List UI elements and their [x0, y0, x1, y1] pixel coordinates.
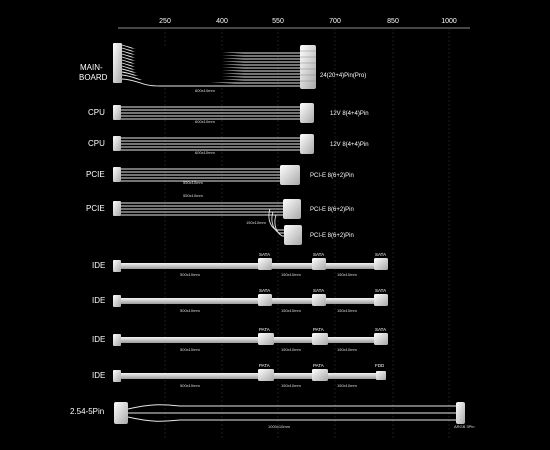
svg-text:SATA: SATA [375, 288, 387, 293]
tick-850: 850 [387, 18, 399, 25]
ide1-cable [121, 263, 386, 269]
cable-ide-4 [92, 363, 386, 388]
cable-cpu-2 [88, 134, 369, 155]
ide2-label: IDE [92, 296, 106, 305]
svg-text:SATA: SATA [259, 288, 271, 293]
argb-wires [128, 405, 458, 421]
ide2-length-2: 150x10mm [281, 308, 301, 313]
ide1-connector-1 [258, 252, 272, 270]
ide3-cable [121, 337, 386, 343]
ide1-label: IDE [92, 261, 106, 270]
pcie2-label: PCIE [86, 204, 105, 213]
ide1-connector-3 [374, 252, 388, 270]
cable-ide-1 [92, 252, 388, 277]
svg-text:SATA: SATA [375, 252, 387, 257]
tick-1000: 1000 [441, 18, 457, 25]
ide4-psu-plug [113, 370, 121, 382]
ide1-length-1: 500x10mm [180, 272, 200, 277]
cpu1-length: 600x10mm [195, 119, 215, 124]
ide1-psu-plug [113, 260, 121, 272]
ide4-label: IDE [92, 371, 106, 380]
svg-text:SATA: SATA [313, 252, 325, 257]
ide2-length-3: 150x10mm [337, 308, 357, 313]
svg-text:PATA: PATA [313, 363, 324, 368]
ide3-connector-2 [312, 327, 328, 345]
cable-ide-2 [92, 288, 388, 313]
pcie1-psu-plug [113, 167, 121, 182]
pcie2-pin-label-a: PCI-E 8(6+2)Pin [310, 207, 354, 213]
ide2-connector-2 [312, 288, 326, 306]
pcie1-pin-label: PCI-E 8(6+2)Pin [310, 173, 354, 179]
ide4-connector-3 [375, 363, 386, 380]
svg-text:SATA: SATA [259, 252, 271, 257]
cable-argb [70, 402, 474, 429]
pcie2-pin-label-b: PCI-E 8(6+2)Pin [310, 233, 354, 239]
mainboard-label-line1: MAIN- [80, 63, 103, 72]
cpu2-pin-label: 12V 8(4+4)Pin [330, 142, 369, 148]
ide4-connector-2 [312, 363, 328, 381]
argb-pin-label: ARGB 3Pin [454, 424, 475, 429]
ide4-cable [121, 373, 386, 379]
ide1-connector-2 [312, 252, 326, 270]
cable-pcie-2 [86, 193, 354, 245]
svg-text:SATA: SATA [313, 288, 325, 293]
ide1-length-3: 150x10mm [337, 272, 357, 277]
ide3-label: IDE [92, 335, 106, 344]
ide4-length-3: 150x10mm [337, 383, 357, 388]
cable-pcie-1 [86, 165, 354, 185]
tick-550: 550 [272, 18, 284, 25]
svg-text:PATA: PATA [259, 327, 270, 332]
ide1-length-2: 150x10mm [281, 272, 301, 277]
pcie2-length-branch: 150x10mm [246, 220, 266, 225]
ide3-length-3: 150x10mm [337, 347, 357, 352]
ide4-connector-1 [258, 363, 274, 381]
tick-250: 250 [159, 18, 171, 25]
pcie2-length-top: 550x10mm [183, 193, 203, 198]
ide2-cable [121, 298, 386, 304]
svg-text:PATA: PATA [313, 327, 324, 332]
ide4-length-1: 500x10mm [180, 383, 200, 388]
argb-plug [114, 402, 128, 424]
ide2-psu-plug [113, 295, 121, 307]
cpu2-length: 600x10mm [195, 150, 215, 155]
cpu2-wires [121, 138, 300, 150]
pcie1-connector [280, 165, 300, 185]
svg-text:SATA: SATA [375, 327, 387, 332]
pcie2-psu-plug [113, 201, 121, 216]
argb-connector [456, 402, 465, 424]
mainboard-pin-label: 24(20+4)Pin(Pro) [320, 73, 367, 79]
cable-cpu-1 [88, 103, 369, 124]
mainboard-length: 600x10mm [195, 88, 215, 93]
ide3-length-2: 150x10mm [281, 347, 301, 352]
cpu2-psu-plug [113, 136, 121, 151]
cpu1-connector [300, 103, 314, 123]
ide2-length-1: 500x10mm [180, 308, 200, 313]
argb-length: 1000x10mm [268, 424, 291, 429]
pcie2-connector-b [284, 225, 302, 245]
mainboard-label-line2: BOARD [79, 73, 108, 82]
cpu1-pin-label: 12V 8(4+4)Pin [330, 111, 369, 117]
pcie1-label: PCIE [86, 170, 105, 179]
cable-ide-3 [92, 327, 388, 352]
cpu1-psu-plug [113, 105, 121, 120]
ide3-connector-3 [374, 327, 388, 345]
cpu2-connector [300, 134, 314, 154]
ide3-length-1: 500x10mm [180, 347, 200, 352]
mainboard-wire-bundle [122, 45, 300, 86]
cpu1-wires [121, 107, 300, 119]
mainboard-24pin-connector [300, 45, 316, 89]
ide2-connector-3 [374, 288, 388, 306]
mainboard-psu-plug [113, 43, 122, 83]
svg-text:PATA: PATA [259, 363, 270, 368]
ide3-psu-plug [113, 334, 121, 346]
svg-text:FDD: FDD [375, 363, 385, 368]
cpu1-label: CPU [88, 108, 105, 117]
pcie2-connector-a [283, 199, 301, 219]
ide2-connector-1 [258, 288, 272, 306]
tick-700: 700 [329, 18, 341, 25]
cable-mainboard [79, 43, 366, 93]
argb-label: 2.54-5Pin [70, 407, 105, 416]
ide4-length-2: 150x10mm [281, 383, 301, 388]
pcie1-length: 550x10mm [183, 180, 203, 185]
ide3-connector-1 [258, 327, 274, 345]
tick-400: 400 [216, 18, 228, 25]
cpu2-label: CPU [88, 139, 105, 148]
